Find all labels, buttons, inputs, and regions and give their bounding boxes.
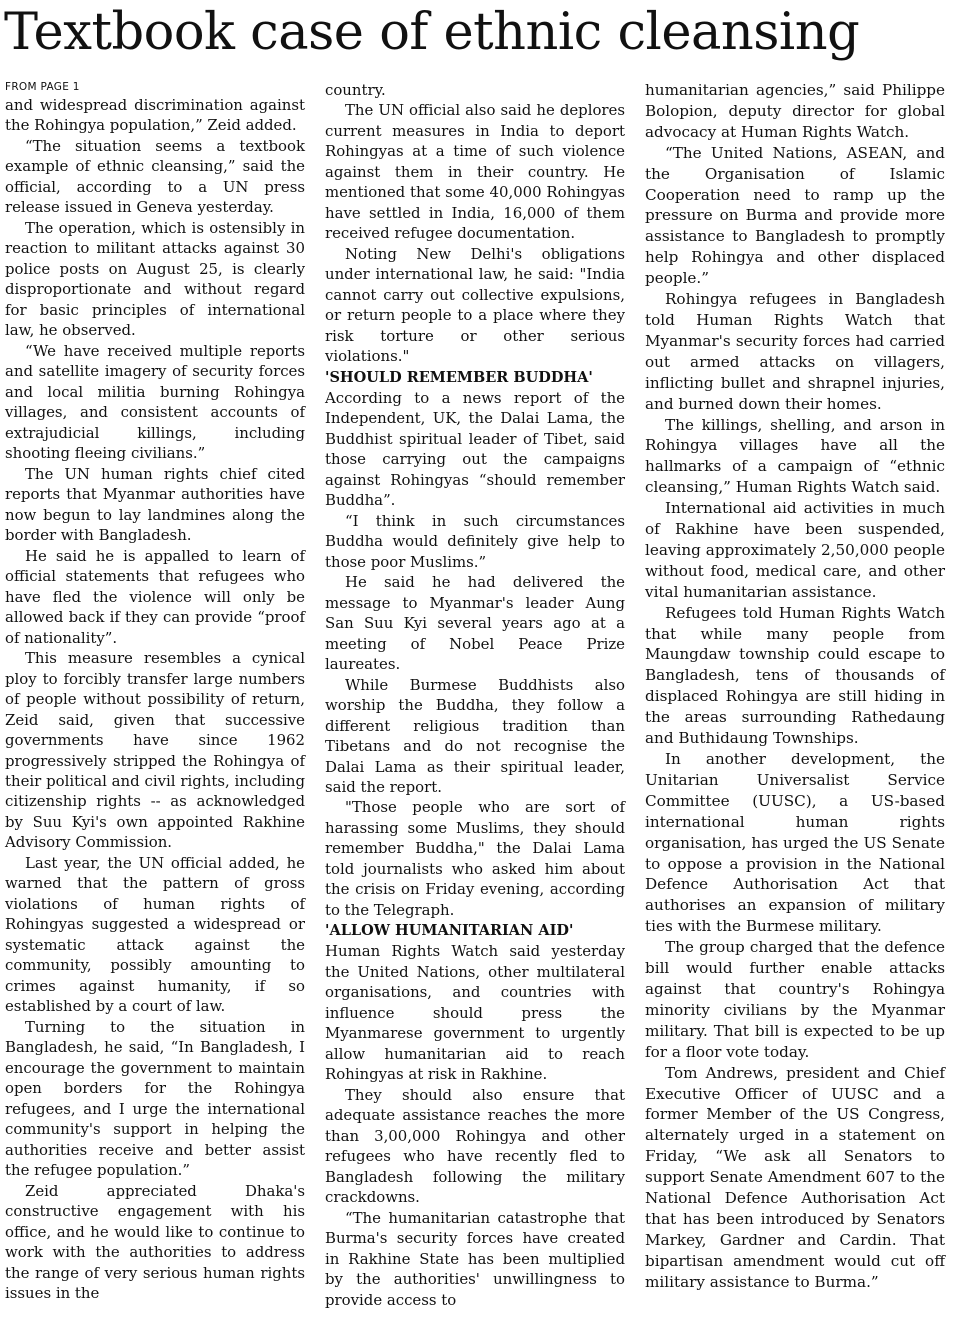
paragraph: The group charged that the defence bill would further enable attacks against that country's Rohingya minority civilians by the Myanmar military. That bill is expected to be up for a floor vote today. — [645, 938, 945, 1061]
paragraph: The killings, shelling, and arson in Rohingya villages have all the hallmarks of a campaign of “ethnic cleansing,” Human Rights Watch said. — [645, 415, 945, 497]
paragraph: International aid activities in much of Rakhine have been suspended, leaving approximately 2,50,000 people without food, medical care, and other vital humanitarian assistance. — [645, 499, 945, 601]
paragraph: “I think in such circumstances Buddha would definitely give help to those poor Muslims.” — [325, 511, 625, 571]
paragraph: “The situation seems a textbook example of ethnic cleansing,” said the official, according to a UN press release issued in Geneva yesterday. — [5, 136, 305, 217]
paragraph: Rohingya refugees in Bangladesh told Human Rights Watch that Myanmar's security forces had carried out armed attacks on villagers, inflicting bullet and shrapnel injuries, and burned down their homes. — [645, 290, 945, 413]
paragraph: He said he had delivered the message to Myanmar's leader Aung San Suu Kyi several years ago at a meeting of Nobel Peace Prize laureates. — [325, 573, 625, 674]
paragraph: humanitarian agencies,” said Philippe Bolopion, deputy director for global advocacy at Human Rights Watch. — [645, 81, 945, 141]
paragraph: Human Rights Watch said yesterday the United Nations, other multilateral organisations, and countries with influence should press the Myanmarese government to urgently allow humanitarian aid to reach Rohingyas at risk in Rakhine. — [325, 942, 625, 1084]
paragraph: Refugees told Human Rights Watch that while many people from Maungdaw township could escape to Bangladesh, tens of thousands of displaced Rohingya are still hiding in the areas surrounding Rathedaung and Buthidaung Townships. — [645, 603, 945, 748]
subheading-should-remember-buddha: 'SHOULD REMEMBER BUDDHA' — [325, 368, 593, 386]
headline: Textbook case of ethnic cleansing — [4, 3, 860, 62]
paragraph: “We have received multiple reports and satellite imagery of security forces and local militia burning Rohingya villages, and consistent accounts of extrajudicial killings, including shooting fleeing civilians.” — [5, 341, 305, 463]
paragraph: He said he is appalled to learn of official statements that refugees who have fled the violence will only be allowed back if they can provide “proof of nationality”. — [5, 546, 305, 647]
article-column-1 — [5, 80, 305, 1304]
paragraph: “The humanitarian catastrophe that Burma's security forces have created in Rakhine State has been multiplied by the authorities' unwillingness to provide access to — [325, 1208, 625, 1309]
paragraph: According to a news report of the Independent, UK, the Dalai Lama, the Buddhist spiritual leader of Tibet, said those carrying out the campaigns against Rohingyas “should remember Buddha”. — [325, 388, 625, 510]
paragraph: Zeid appreciated Dhaka's constructive engagement with his office, and he would like to continue to work with the authorities to address the range of very serious human rights issues in the — [5, 1181, 305, 1303]
paragraph: The UN human rights chief cited reports that Myanmar authorities have now begun to lay landmines along the border with Bangladesh. — [5, 464, 305, 545]
paragraph: This measure resembles a cynical ploy to forcibly transfer large numbers of people without possibility of return, Zeid said, given that successive governments have since 1962 progressively stripped the Rohingya of their political and civil rights, including citizenship rights -- as acknowledged by Suu Kyi's own appointed Rakhine Advisory Commission. — [5, 649, 305, 852]
paragraph: Last year, the UN official added, he warned that the pattern of gross violations of human rights of Rohingyas suggested a widespread or systematic attack against the community, possibly amounting to crimes against humanity, if so established by a court of law. — [5, 853, 305, 1016]
paragraph: Tom Andrews, president and Chief Executive Officer of UUSC and a former Member of the US Congress, alternately urged in a statement on Friday, “We ask all Senators to support Senate Amendment 607 to the National Defence Authorisation Act that has been introduced by Senators Markey, Gardner and Cardin. That bipartisan amendment would cut off military assistance to Burma.” — [645, 1063, 945, 1291]
from-page-label: FROM PAGE 1 — [5, 81, 80, 93]
paragraph: In another development, the Unitarian Universalist Service Committee (UUSC), a US-based international human rights organisation, has urged the US Senate to oppose a provision in the National Defence Authorisation Act that authorises an expansion of military ties with the Burmese military. — [645, 750, 945, 936]
paragraph: They should also ensure that adequate assistance reaches the more than 3,00,000 Rohingya and other refugees who have recently fled to Bangladesh following the military crackdowns. — [325, 1085, 625, 1207]
paragraph: "Those people who are sort of harassing some Muslims, they should remember Buddha," the Dalai Lama told journalists who asked him about the crisis on Friday evening, according to the Telegraph. — [325, 798, 625, 919]
article-column-3 — [645, 80, 945, 1293]
article-column-2 — [325, 80, 625, 1310]
paragraph: Turning to the situation in Bangladesh, he said, “In Bangladesh, I encourage the government to maintain open borders for the Rohingya refugees, and I urge the international community's support in helping the authorities receive and better assist the refugee population.” — [5, 1017, 305, 1180]
subheading-allow-humanitarian-aid: 'ALLOW HUMANITARIAN AID' — [325, 922, 574, 940]
paragraph: While Burmese Buddhists also worship the Buddha, they follow a different religious tradition than Tibetans and do not recognise the Dalai Lama as their spiritual leader, said the report. — [325, 675, 625, 796]
paragraph: The operation, which is ostensibly in reaction to militant attacks against 30 police posts on August 25, is clearly disproportionate and without regard for basic principles of international law, he observed. — [5, 218, 305, 340]
paragraph: Noting New Delhi's obligations under international law, he said: "India cannot carry out collective expulsions, or return people to a place where they risk torture or other serious violations." — [325, 244, 625, 366]
paragraph: The UN official also said he deplores current measures in India to deport Rohingyas at a time of such violence against them in their country. He mentioned that some 40,000 Rohingyas have settled in India, 16,000 of them received refugee documentation. — [325, 101, 625, 243]
paragraph: and widespread discrimination against the Rohingya population,” Zeid added. — [5, 96, 305, 135]
paragraph: country. — [325, 81, 386, 99]
paragraph: “The United Nations, ASEAN, and the Organisation of Islamic Cooperation need to ramp up the pressure on Burma and provide more assistance to Bangladesh to promptly help Rohingya and other displaced people.” — [645, 143, 945, 288]
